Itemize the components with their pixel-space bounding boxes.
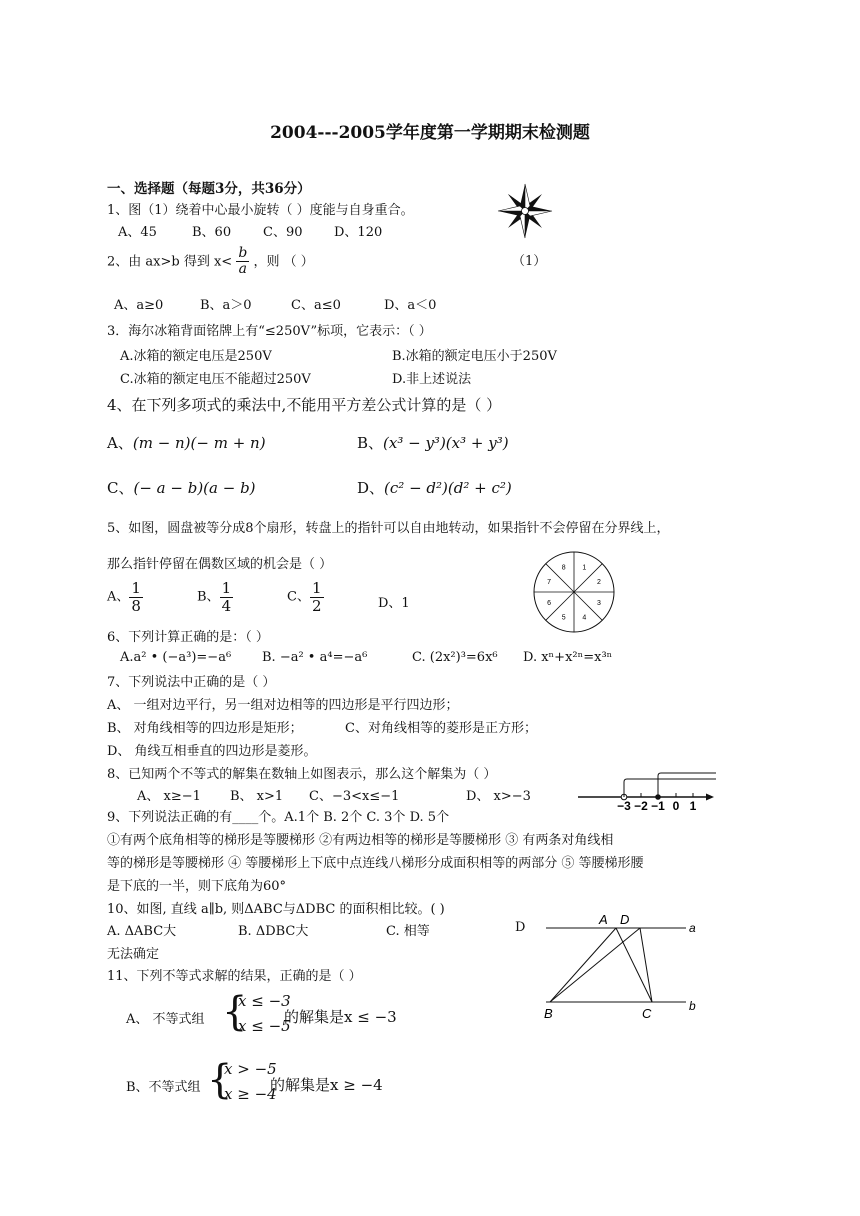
q4-option-c: (− a − b)(a − b) xyxy=(133,479,256,497)
q4-option-b-label: B、 xyxy=(357,434,384,452)
q2-fraction-numerator: b xyxy=(238,245,248,261)
q11-b-result: 的解集是x ≥ −4 xyxy=(270,1076,383,1094)
q6-option-a: A.a² • (−a³)=−a⁶ xyxy=(120,650,232,665)
q2-option-a: A、a≥0 xyxy=(114,298,164,313)
axis-tick-label: −2 xyxy=(634,799,648,812)
q5-option-b-num: 1 xyxy=(221,579,232,597)
q11-a-result: 的解集是x ≤ −3 xyxy=(284,1008,397,1026)
axis-tick-label: −1 xyxy=(651,799,665,812)
q5-option-c-label: C、 xyxy=(287,589,310,605)
question-10: 10、如图, 直线 a∥b, 则ΔABC与ΔDBC 的面积相比较。( ) xyxy=(107,902,445,917)
q8-option-a: A、 x≥−1 xyxy=(137,789,201,804)
spinner-sector-label: 7 xyxy=(547,579,552,587)
question-6: 6、下列计算正确的是：（ ） xyxy=(107,630,269,645)
axis-tick-label: −3 xyxy=(617,799,631,812)
q6-option-b: B. −a² • a⁴=−a⁶ xyxy=(262,650,368,665)
question-9: 9、下列说法正确的有____个。A.1个 B. 2个 C. 3个 D. 5个 xyxy=(107,810,450,825)
q11-a-line2: x ≤ −5 xyxy=(238,1017,291,1035)
q1-option-c: C、90 xyxy=(263,225,303,240)
q9-statement-line1: ①有两个底角相等的梯形是等腰梯形 ②有两边相等的梯形是等腰梯形 ③ 有两条对角线相 xyxy=(107,833,614,848)
question-7: 7、下列说法中正确的是（ ） xyxy=(107,675,276,690)
q7-option-a: A、 一组对边平行，另一组对边相等的四边形是平行四边形； xyxy=(107,698,459,713)
q7-option-b: B、 对角线相等的四边形是矩形； xyxy=(107,721,303,736)
question-2-prefix: 2、由 ax>b 得到 x< xyxy=(107,254,233,270)
line-a-label: a xyxy=(689,921,696,935)
q11-b-brace: { xyxy=(207,1057,233,1103)
point-c-label: C xyxy=(642,1006,652,1021)
question-2-suffix: ，则 （ ） xyxy=(253,254,314,270)
compass-star-icon xyxy=(496,182,554,240)
q4-option-a: (m − n)(− m + n) xyxy=(132,434,266,452)
q4-option-d-label: D、 xyxy=(357,479,385,497)
q3-option-b: B.冰箱的额定电压小于250V xyxy=(392,349,557,364)
q5-option-c-den: 2 xyxy=(311,596,322,615)
q10-option-a: A. ΔABC大 xyxy=(107,924,177,939)
section-heading: 一、选择题（每题3分，共36分） xyxy=(107,181,311,197)
q10-option-d: D xyxy=(515,920,526,935)
q5-option-a-num: 1 xyxy=(131,579,141,597)
point-a-label: A xyxy=(599,912,608,927)
question-3: 3．海尔冰箱背面铭牌上有“≤250V”标项，它表示：（ ） xyxy=(107,324,432,339)
line-b-label: b xyxy=(689,999,696,1013)
q1-option-d: D、120 xyxy=(334,225,383,240)
q4-option-c-label: C、 xyxy=(107,479,134,497)
q6-option-c: C. (2x²)³=6x⁶ xyxy=(412,650,498,665)
axis-tick-label: 0 xyxy=(672,799,680,812)
question-11: 11、下列不等式求解的结果，正确的是（ ） xyxy=(107,969,362,984)
spinner-wheel xyxy=(524,550,624,634)
q11-a-line1: x ≤ −3 xyxy=(238,992,291,1010)
q11-option-a-label: A、 不等式组 xyxy=(126,1012,205,1027)
q8-option-d: D、 x>−3 xyxy=(466,789,531,804)
q1-option-a: A、45 xyxy=(118,225,157,240)
spinner-sector-label: 3 xyxy=(596,599,601,607)
parallel-lines-figure xyxy=(536,910,706,1022)
q10-option-d-text: 无法确定 xyxy=(107,947,160,962)
figure-1-label: （1） xyxy=(512,254,547,269)
q5-option-b-den: 4 xyxy=(221,596,232,615)
spinner-sector-label: 2 xyxy=(596,579,601,587)
q4-option-a-label: A、 xyxy=(107,434,133,452)
q10-option-b: B. ΔDBC大 xyxy=(238,924,309,939)
q7-option-d: D、 角线互相垂直的四边形是菱形。 xyxy=(107,744,317,759)
q6-option-d: D. xⁿ+x²ⁿ=x³ⁿ xyxy=(523,650,613,665)
q3-option-a: A.冰箱的额定电压是250V xyxy=(120,349,272,364)
q2-fraction-denominator: a xyxy=(238,261,247,278)
q3-option-c: C.冰箱的额定电压不能超过250V xyxy=(120,372,311,387)
number-line xyxy=(576,768,718,812)
spinner-sector-label: 1 xyxy=(582,564,587,572)
point-d-label: D xyxy=(620,912,630,927)
q2-option-b: B、a＞0 xyxy=(200,298,252,313)
q11-option-b-label: B、不等式组 xyxy=(126,1080,201,1095)
q5-option-a-label: A、 xyxy=(107,589,130,605)
spinner-sector-label: 6 xyxy=(547,599,552,607)
q4-option-d: (c² − d²)(d² + c²) xyxy=(384,479,512,497)
q5-option-b-label: B、 xyxy=(197,589,220,605)
q1-option-b: B、60 xyxy=(192,225,232,240)
q8-option-b: B、 x>1 xyxy=(230,789,284,804)
q11-b-line2: x ≥ −4 xyxy=(224,1085,277,1103)
q5-option-d: D、1 xyxy=(378,596,410,611)
spinner-sector-label: 5 xyxy=(561,614,566,622)
q11-b-line1: x > −5 xyxy=(224,1060,277,1078)
spinner-sector-label: 8 xyxy=(561,564,566,572)
q9-statement-line2: 等的梯形是等腰梯形 ④ 等腰梯形上下底中点连线八梯形分成面积相等的两部分 ⑤ 等腰梯形腰 xyxy=(107,856,644,871)
spinner-sector-label: 4 xyxy=(582,614,587,622)
question-4: 4、在下列多项式的乘法中,不能用平方差公式计算的是（ ） xyxy=(107,396,502,414)
axis-tick-label: 1 xyxy=(689,799,697,812)
question-5-line1: 5、如图，圆盘被等分成8个扇形，转盘上的指针可以自由地转动，如果指针不会停留在分界线上， xyxy=(107,521,670,536)
q4-option-b: (x³ − y³)(x³ + y³) xyxy=(383,434,509,452)
point-b-label: B xyxy=(544,1006,553,1021)
q10-option-c: C. 相等 xyxy=(386,924,430,939)
page-title: 2004---2005学年度第一学期期末检测题 xyxy=(270,123,590,143)
question-8: 8、已知两个不等式的解集在数轴上如图表示，那么这个解集为（ ） xyxy=(107,767,497,782)
question-1: 1、图（1）绕着中心最小旋转（ ）度能与自身重合。 xyxy=(107,203,414,218)
q8-option-c: C、−3<x≤−1 xyxy=(309,789,400,804)
q7-option-c: C、对角线相等的菱形是正方形； xyxy=(345,721,537,736)
q5-option-c-num: 1 xyxy=(311,579,322,597)
question-5-line2: 那么指针停留在偶数区域的机会是（ ） xyxy=(107,557,333,572)
q2-option-c: C、a≤0 xyxy=(291,298,341,313)
q3-option-d: D.非上述说法 xyxy=(392,372,472,387)
q2-option-d: D、a＜0 xyxy=(384,298,437,313)
q11-a-brace: { xyxy=(222,989,248,1035)
q9-statement-line3: 是下底的一半，则下底角为60° xyxy=(107,879,287,894)
q5-option-a-den: 8 xyxy=(131,596,141,615)
